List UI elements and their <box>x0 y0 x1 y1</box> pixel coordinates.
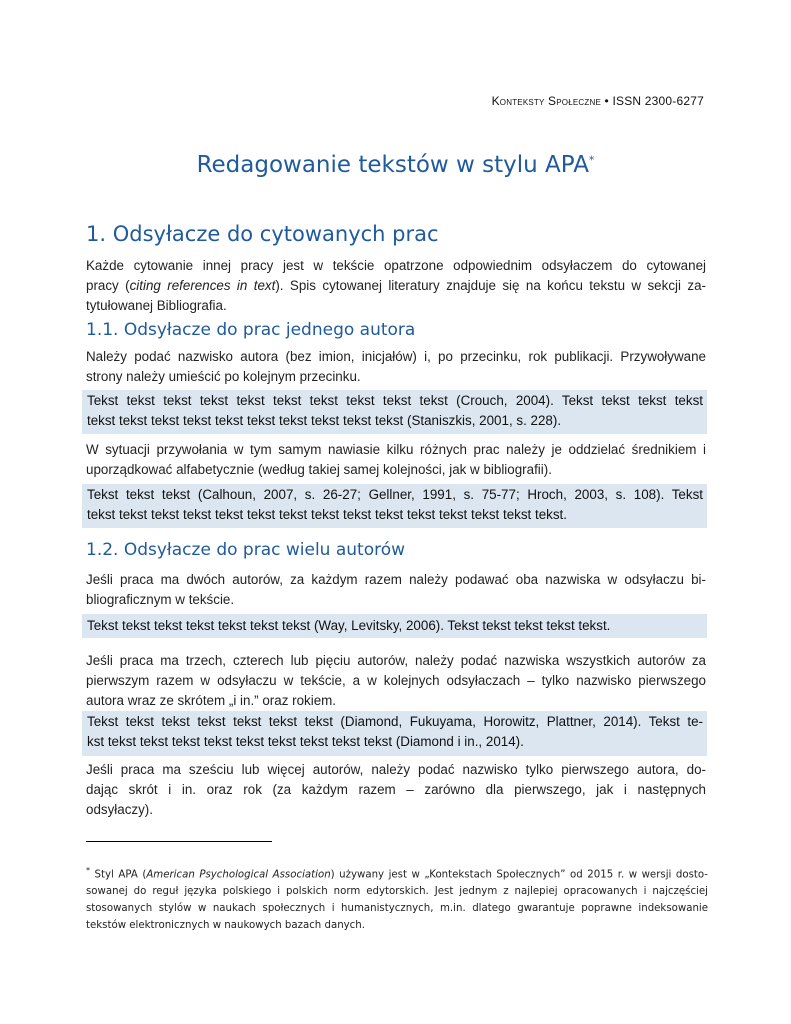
english-term: citing references in text <box>129 278 276 293</box>
text-line: Jeśli praca ma sześciu lub więcej autorów, należy podać nazwisko tylko pierwszego autora, do- <box>86 762 706 777</box>
issn: ISSN 2300-6277 <box>612 94 704 108</box>
text-line <box>86 276 706 296</box>
example-box <box>82 614 707 638</box>
text-line: dając skrót i in. oraz rok (za każdym razem – zarówno dla pierwszego, jak i następnych <box>86 782 706 797</box>
example-line: Tekst tekst tekst tekst tekst tekst tekst (Diamond, Fukuyama, Horowitz, Plattner, 2014). Tekst te- <box>87 714 703 729</box>
text-line: odsyłaczy). <box>86 802 153 817</box>
document-title-text: Redagowanie tekstów w stylu APA <box>196 152 589 178</box>
section-1-heading: 1. Odsyłacze do cytowanych prac <box>86 222 439 246</box>
text-line: W sytuacji przywołania w tym samym nawiasie kilku różnych prac należy je oddzielać średnikiem i <box>86 442 706 457</box>
organization-name: American Psychological Association <box>146 869 331 881</box>
example-line: tekst tekst tekst tekst tekst tekst tekst tekst tekst tekst (Staniszkis, 2001, s. 228). <box>87 413 562 428</box>
text-fragment: Styl APA ( <box>90 869 147 881</box>
section-1-1-text-2 <box>86 440 706 480</box>
footnote-marker: * <box>86 866 90 875</box>
text-line: uporządkować alfabetycznie (według takiej samej kolejności, jak w bibliografii). <box>86 462 552 477</box>
section-1-1-text <box>86 347 706 387</box>
text-fragment: ) używany jest w „Kontekstach Społecznych” od 2015 r. w wersji dosto- <box>330 869 708 881</box>
title-footnote-marker: * <box>588 153 595 167</box>
text-line: Należy podać nazwisko autora (bez imion, inicjałów) i, po przecinku, rok publikacji. Przywoływane <box>86 349 706 364</box>
example-line: Tekst tekst tekst (Calhoun, 2007, s. 26-27; Gellner, 1991, s. 75-77; Hroch, 2003, s. 108). Tekst <box>87 487 703 502</box>
example-box <box>82 711 707 756</box>
example-box <box>82 484 707 528</box>
running-header <box>492 94 704 108</box>
footnote-line: tekstów elektronicznych w naukowych bazach danych. <box>86 920 365 932</box>
footnote-line: sowanej do reguł języka polskiego i polskich norm edytorskich. Jest jednym z najlepiej opracowanych i najczęściej <box>86 886 708 898</box>
section-1-2-text <box>86 570 706 610</box>
header-separator: • <box>600 94 613 108</box>
text-line: Jeśli praca ma trzech, czterech lub pięciu autorów, należy podać nazwiska wszystkich autorów za <box>86 653 706 668</box>
document-title <box>0 152 791 178</box>
section-1-intro <box>86 256 706 316</box>
example-line: tekst tekst tekst tekst tekst tekst tekst tekst tekst tekst tekst tekst tekst tekst tekst. <box>87 507 567 522</box>
text-line: tytułowanej Bibliografia. <box>86 298 227 313</box>
journal-name: Konteksty Społeczne <box>491 94 601 108</box>
text-fragment: pracy ( <box>86 278 130 293</box>
section-1-2-heading: 1.2. Odsyłacze do prac wielu autorów <box>86 540 406 560</box>
section-1-1-heading: 1.1. Odsyłacze do prac jednego autora <box>86 320 416 340</box>
example-line: Tekst tekst tekst tekst tekst tekst tekst (Way, Levitsky, 2006). Tekst tekst tekst tekst tekst. <box>87 618 611 633</box>
text-line: pierwszym razem w odsyłaczu w tekście, a w kolejnych odsyłaczach – tylko nazwisko pierwszego <box>86 673 706 688</box>
section-1-2-text-2 <box>86 651 706 711</box>
example-line: kst tekst tekst tekst tekst tekst tekst tekst tekst tekst (Diamond i in., 2014). <box>87 734 524 749</box>
text-fragment: ). Spis cytowanej literatury znajduje się na końcu tekstu w sekcji za- <box>275 278 706 293</box>
section-1-2-text-3 <box>86 760 706 820</box>
text-line: autora wraz ze skrótem „i in.” oraz rokiem. <box>86 693 337 708</box>
footnote <box>86 862 708 934</box>
text-line: Jeśli praca ma dwóch autorów, za każdym razem należy podawać oba nazwiska w odsyłaczu bi- <box>86 572 706 587</box>
text-line: strony należy umieścić po kolejnym przecinku. <box>86 369 361 384</box>
text-line: Każde cytowanie innej pracy jest w tekście opatrzone odpowiednim odsyłaczem do cytowanej <box>86 258 706 273</box>
footnote-line <box>86 862 708 883</box>
footnote-rule <box>86 841 272 842</box>
footnote-line: stosowanych stylów w naukach społecznych i humanistycznych, m.in. dlatego gwarantuje poprawne indeksowanie <box>86 903 708 915</box>
text-line: bliograficznym w tekście. <box>86 592 235 607</box>
example-line: Tekst tekst tekst tekst tekst tekst tekst tekst tekst tekst (Crouch, 2004). Tekst tekst tekst tekst <box>87 393 703 408</box>
example-box <box>82 390 707 434</box>
